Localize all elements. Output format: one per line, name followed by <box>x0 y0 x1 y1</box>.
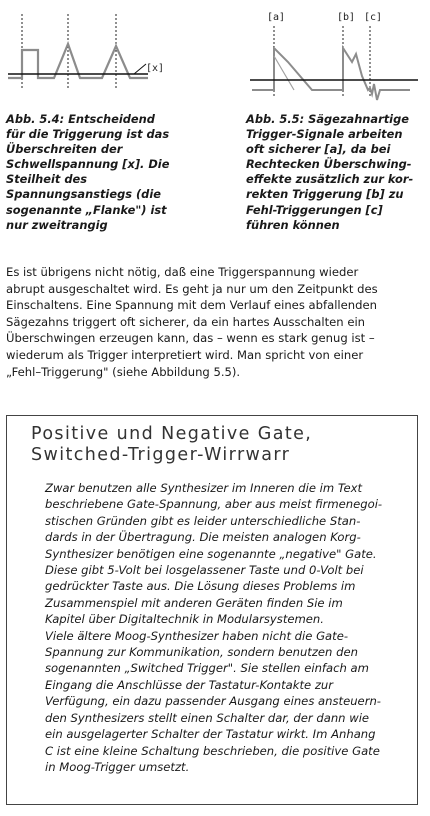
caption-left <box>6 112 206 233</box>
box-title-line: Positive und Negative Gate, <box>31 424 313 444</box>
body-line: Sägezahns triggert oft sicherer, da ein hartes Ausschalten ein <box>6 314 366 329</box>
box-line: den Synthesizers stellt einen Schalter dar, der dann wie <box>45 710 370 725</box>
box-line: in Moog-Trigger umsetzt. <box>45 759 190 774</box>
figure-trigger-threshold <box>0 8 175 108</box>
box-line: Zusammenspiel mit anderen Geräten finden Sie im <box>45 595 343 610</box>
box-text <box>45 480 385 775</box>
box-line: sogenannten „Switched Trigger". Sie stellen einfach am <box>45 661 369 676</box>
caption-line: Schwellspannung [x]. Die <box>6 157 170 172</box>
box-line: dards in der Übertragung. Die meisten analogen Korg- <box>45 530 361 545</box>
body-line: wiederum als Trigger interpretiert wird. Man spricht von einer <box>6 347 364 362</box>
caption-line: Steilheit des <box>6 172 87 187</box>
label-a: [a] <box>267 12 286 23</box>
caption-line: oft sicherer [a], da bei <box>246 142 391 157</box>
box-line: stischen Gründen gibt es leider unterschiedliche Stan- <box>45 513 361 528</box>
label-b: [b] <box>337 12 356 23</box>
box-line: Spannung zur Kommunikation, sondern benutzen den <box>45 645 358 660</box>
caption-line: nur zweitrangig <box>6 217 108 232</box>
caption-line: für die Triggerung ist das <box>6 127 170 142</box>
caption-line: Spannungsanstiegs (die <box>6 187 161 202</box>
body-paragraph <box>6 264 418 380</box>
box-line: Eingang die Anschlüsse der Tastatur-Kontakte zur <box>45 677 334 692</box>
box-line: ein ausgelagerter Schalter der Tastatur wirkt. Im Anhang <box>45 727 376 742</box>
threshold-label: [x] <box>146 63 165 74</box>
saw-signal-secondary <box>274 56 294 90</box>
figure-saw-trigger <box>240 4 430 108</box>
box-line: beschriebene Gate-Spannung, aber aus meist firmenegoi- <box>45 497 383 512</box>
body-line: „Fehl–Triggerung" (siehe Abbildung 5.5). <box>6 364 241 379</box>
caption-line: effekte zusätzlich zur kor- <box>246 172 414 187</box>
box-line: Verfügung, ein dazu passender Ausgang eines ansteuern- <box>45 694 381 709</box>
box-line: Kapitel über Digitaltechnik in Modularsystemen. <box>45 612 324 627</box>
body-line: Einschaltens. Eine Spannung mit dem Verlauf eines abfallenden <box>6 298 377 313</box>
caption-line: Abb. 5.4: Entscheidend <box>6 112 155 126</box>
caption-line: Trigger-Signale arbeiten <box>246 127 403 142</box>
caption-line: rekten Triggerung [b] zu <box>246 187 404 202</box>
box-line: Viele ältere Moog-Synthesizer haben nicht die Gate- <box>45 628 349 643</box>
caption-line: sogenannte „Flanke") ist <box>6 202 167 217</box>
box-line: Diese gibt 5-Volt bei losgelassener Taste und 0-Volt bei <box>45 563 364 578</box>
caption-line: Überschreiten der <box>6 142 123 157</box>
caption-right <box>246 112 430 233</box>
signal-curve <box>8 44 148 78</box>
box-title <box>31 424 411 466</box>
box-line: Zwar benutzen alle Synthesizer im Inneren die im Text <box>45 481 363 495</box>
caption-line: Fehl-Triggerungen [c] <box>246 202 383 217</box>
saw-signal <box>252 48 410 100</box>
body-line: Überschwingen erzeugen kann, das – wenn es stark genug ist – <box>6 331 375 346</box>
caption-line: Abb. 5.5: Sägezahnartige <box>246 112 409 126</box>
threshold-marker <box>134 64 146 74</box>
box-title-line: Switched-Trigger-Wirrwarr <box>31 445 291 465</box>
box-line: Synthesizer benötigen eine sogenannte „negative" Gate. <box>45 546 377 561</box>
body-line: abrupt ausgeschaltet wird. Es geht ja nur um den Zeitpunkt des <box>6 281 378 296</box>
box-line: gedrückter Taste aus. Die Lösung dieses Problems im <box>45 579 356 594</box>
body-line: Es ist übrigens nicht nötig, daß eine Triggerspannung wieder <box>6 265 359 279</box>
label-c: [c] <box>364 12 383 23</box>
info-box <box>6 415 418 805</box>
caption-line: Rechtecken Überschwing- <box>246 157 412 172</box>
box-line: C ist eine kleine Schaltung beschrieben, die positive Gate <box>45 743 380 758</box>
caption-line: führen können <box>246 217 340 232</box>
